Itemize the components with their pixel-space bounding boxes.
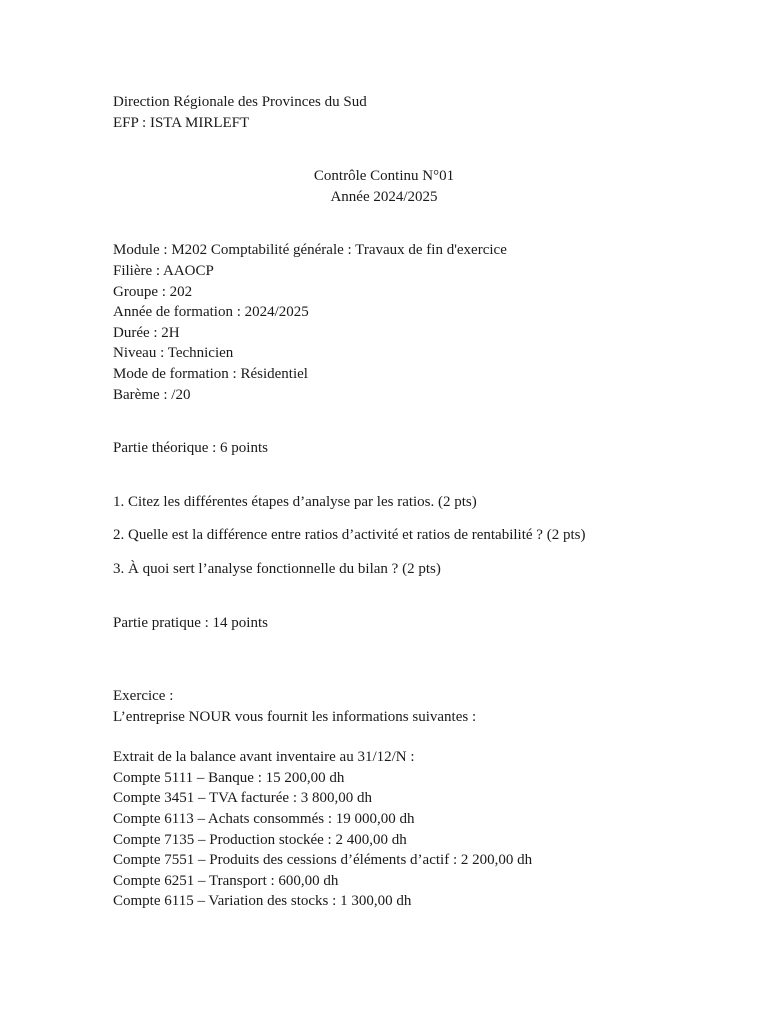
balance-account-7551: Compte 7551 – Produits des cessions d’éléments d’actif : 2 200,00 dh (113, 852, 533, 869)
practice-section (113, 613, 673, 634)
theory-question-3: 3. À quoi sert l’analyse fonctionnelle du bilan ? (2 pts) (113, 560, 441, 577)
info-annee-formation: Année de formation : 2024/2025 (113, 304, 309, 321)
balance-account-7135: Compte 7135 – Production stockée : 2 400,00 dh (113, 831, 407, 848)
exam-title: Contrôle Continu N°01 (313, 168, 455, 185)
theory-question-2: 2. Quelle est la différence entre ratios d’activité et ratios de rentabilité ? (2 pts) (113, 527, 586, 544)
exercise-section (113, 686, 673, 912)
document-page (113, 92, 673, 912)
theory-section (113, 438, 673, 579)
exercise-title: Exercice : (113, 688, 174, 705)
practice-heading: Partie pratique : 14 points (113, 614, 268, 631)
direction-line: Direction Régionale des Provinces du Sud (113, 94, 367, 110)
theory-heading: Partie théorique : 6 points (113, 440, 268, 457)
balance-account-6251: Compte 6251 – Transport : 600,00 dh (113, 872, 339, 889)
info-module: Module : M202 Comptabilité générale : Travaux de fin d'exercice (113, 242, 507, 259)
document-title (113, 166, 673, 207)
info-filiere: Filière : AAOCP (113, 262, 214, 279)
info-groupe: Groupe : 202 (113, 283, 193, 300)
info-mode-formation: Mode de formation : Résidentiel (113, 365, 308, 382)
exam-year: Année 2024/2025 (330, 188, 438, 205)
exercise-intro: L’entreprise NOUR vous fournit les informations suivantes : (113, 708, 477, 725)
balance-account-3451: Compte 3451 – TVA facturée : 3 800,00 dh (113, 790, 372, 807)
balance-account-5111: Compte 5111 – Banque : 15 200,00 dh (113, 769, 345, 786)
balance-account-6113: Compte 6113 – Achats consommés : 19 000,00 dh (113, 811, 415, 828)
document-header (113, 92, 673, 133)
info-niveau: Niveau : Technicien (113, 345, 234, 362)
info-duree: Durée : 2H (113, 324, 180, 341)
info-bareme: Barème : /20 (113, 386, 191, 403)
exam-info (113, 240, 673, 405)
efp-line: EFP : ISTA MIRLEFT (113, 114, 250, 131)
balance-account-6115: Compte 6115 – Variation des stocks : 1 300,00 dh (113, 893, 412, 910)
balance-title: Extrait de la balance avant inventaire au 31/12/N : (113, 749, 415, 766)
theory-question-1: 1. Citez les différentes étapes d’analyse par les ratios. (2 pts) (113, 493, 477, 510)
